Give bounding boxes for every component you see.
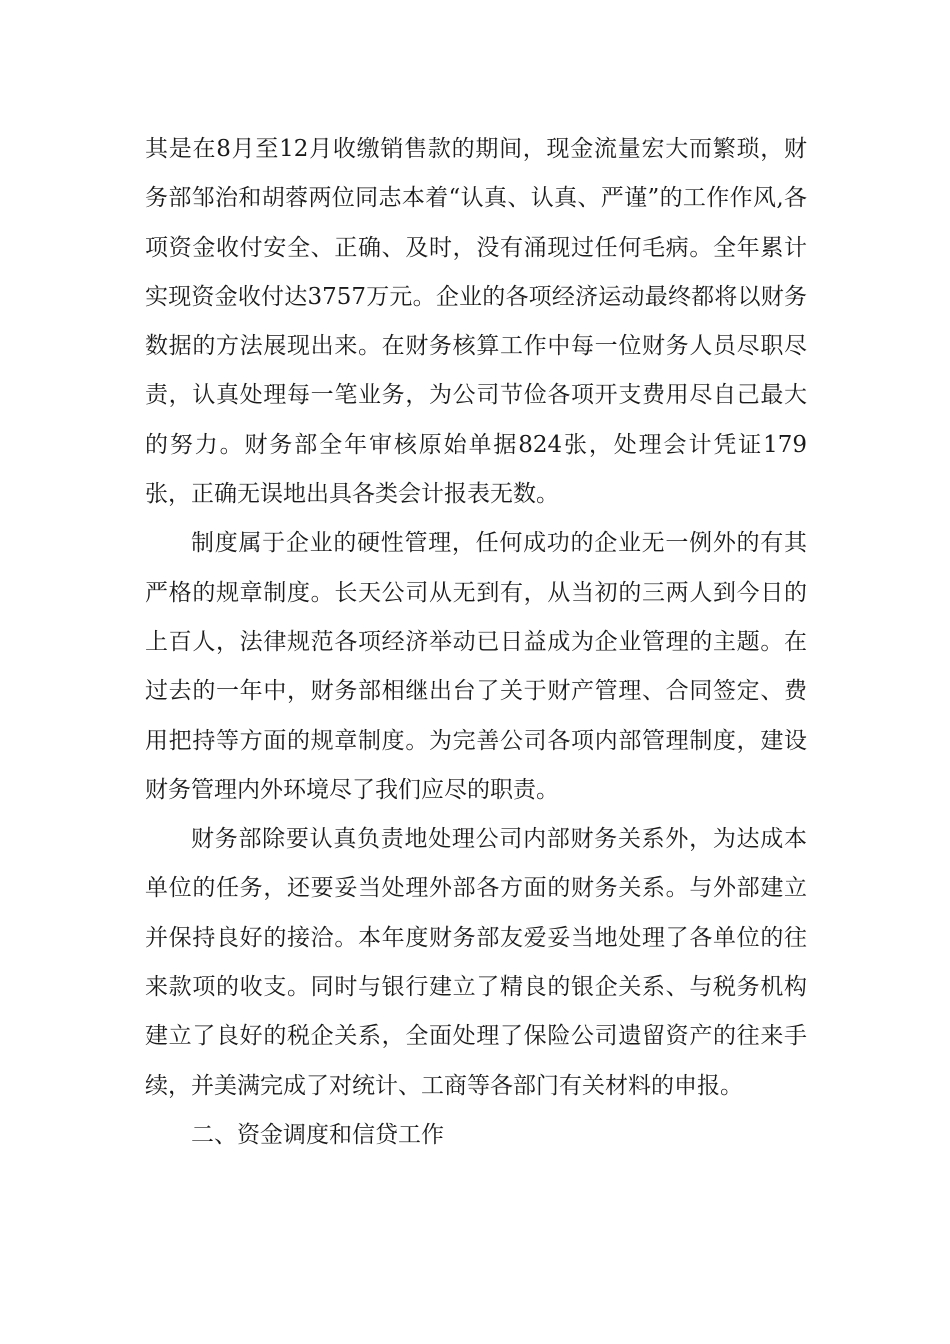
section-heading: 二、资金调度和信贷工作: [191, 1121, 444, 1148]
document-body: [145, 125, 807, 1160]
paragraph-regulations: 制度属于企业的硬性管理，任何成功的企业无一例外的有其严格的规章制度。长天公司从无到有，从当初的三两人到今日的上百人，法律规范各项经济举动已日益成为企业管理的主题。在过去的一年中，财务部相继出台了关于财产管理、合同签定、费用把持等方面的规章制度。为完善公司各项内部管理制度，建设财务管理内外环境尽了我们应尽的职责。: [145, 530, 807, 803]
paragraph-continuation: 其是在8月至12月收缴销售款的期间，现金流量宏大而繁琐，财务部邹治和胡蓉两位同志本着“认真、认真、严谨”的工作作风,各项资金收付安全、正确、及时，没有涌现过任何毛病。全年累计实现资金收付达3757万元。企业的各项经济运动最终都将以财务数据的方法展现出来。在财务核算工作中每一位财务人员尽职尽责，认真处理每一笔业务，为公司节俭各项开支费用尽自己最大的努力。财务部全年审核原始单据824张，处理会计凭证179张，正确无误地出具各类会计报表无数。: [145, 136, 807, 508]
paragraph-external-relations: 财务部除要认真负责地处理公司内部财务关系外，为达成本单位的任务，还要妥当处理外部各方面的财务关系。与外部建立并保持良好的接洽。本年度财务部友爱妥当地处理了各单位的往来款项的收支。同时与银行建立了精良的银企关系、与税务机构建立了良好的税企关系，全面处理了保险公司遗留资产的往来手续，并美满完成了对统计、工商等各部门有关材料的申报。: [145, 826, 807, 1099]
